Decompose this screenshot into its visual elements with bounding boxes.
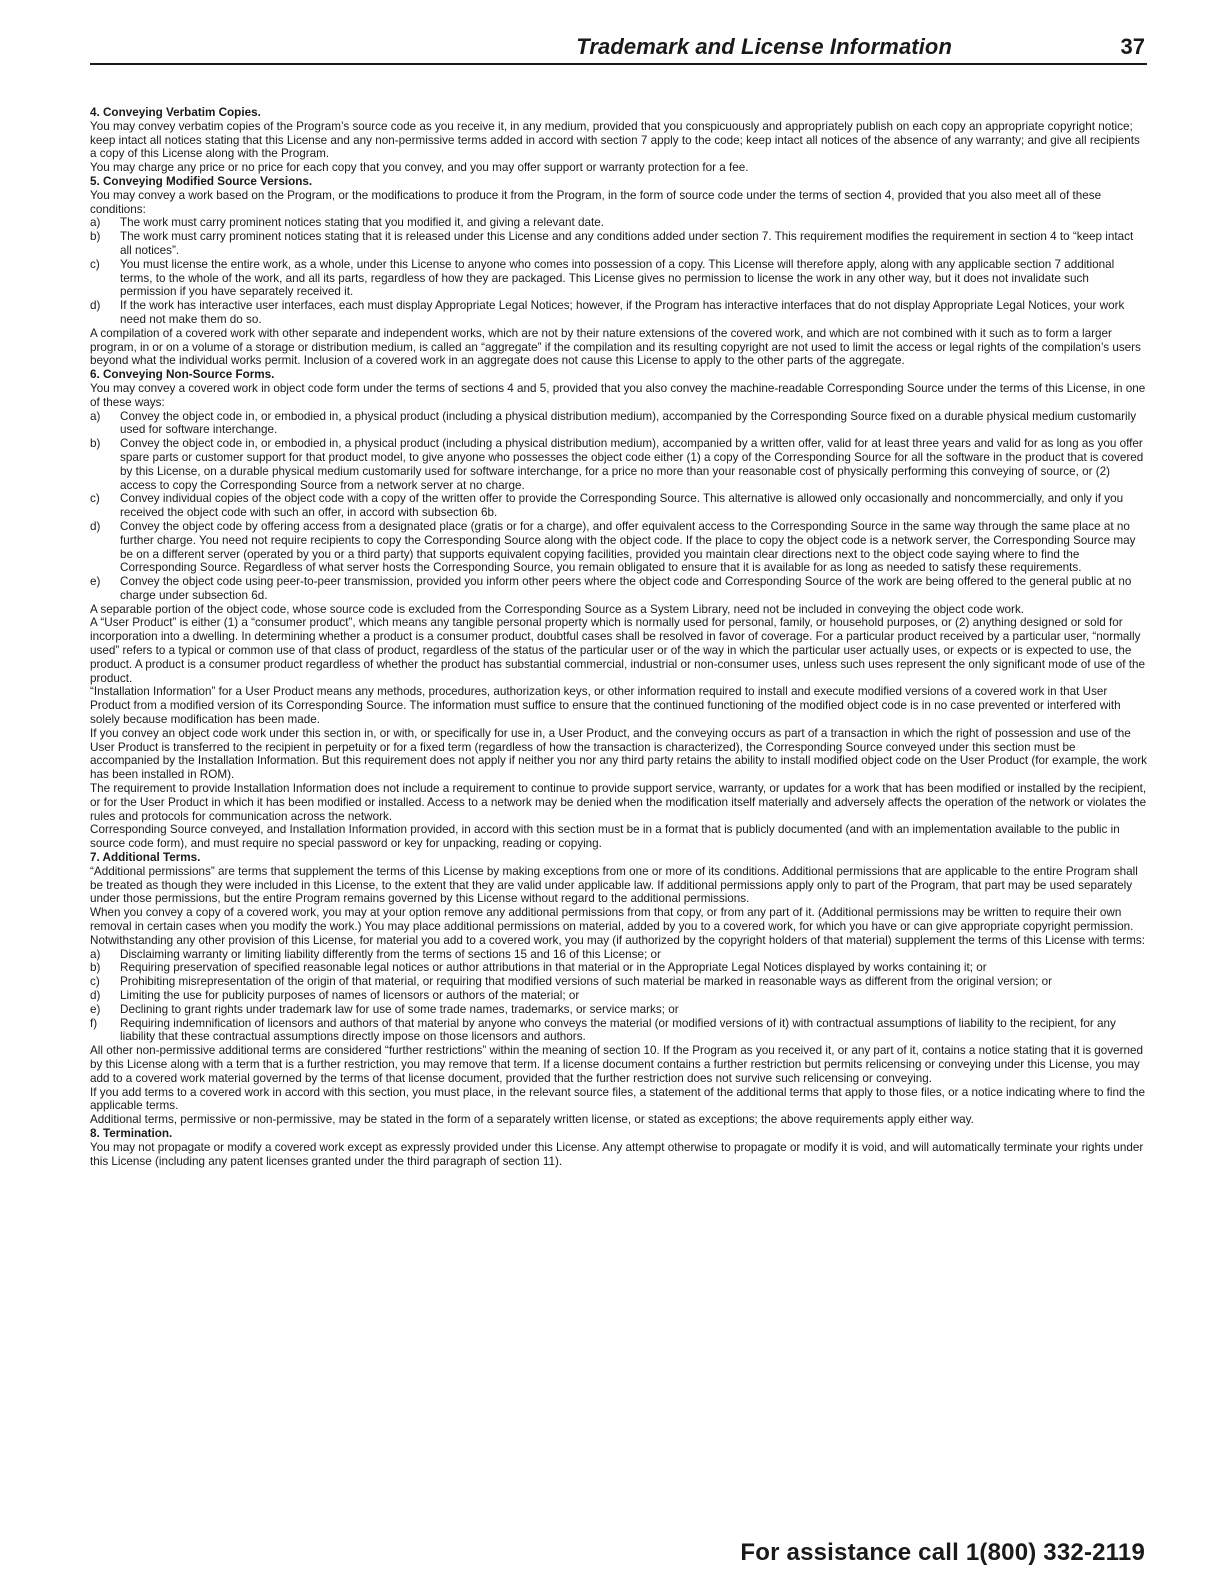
list-item-label: c) [90, 975, 100, 989]
list-item [90, 492, 1148, 520]
section-heading: 6. Conveying Non-Source Forms. [90, 368, 275, 382]
paragraph: A compilation of a covered work with other separate and independent works, which are not by their nature extensions of the covered work, and which are not combined with it such as to form a larger program, in or on a volume of a storage or distribution medium, is called an “aggregate” if the compilation and its resulting copyright are not used to limit the access or legal rights of the compilation’s users beyond what the individual works permit. Inclusion of a covered work in an aggregate does not cause this License to apply to the other parts of the aggregate. [90, 326, 1141, 368]
list-item [90, 520, 1148, 575]
paragraph: A “User Product” is either (1) a “consumer product”, which means any tangible personal property which is normally used for personal, family, or household purposes, or (2) anything designed or sold for incorporation into a dwelling. In determining whether a product is a consumer product, doubtful cases shall be resolved in favor of coverage. For a particular product received by a particular user, “normally used” refers to a typical or common use of that class of product, regardless of the status of the particular user or of the way in which the particular user actually uses, or expects or is expected to use, the product. A product is a consumer product regardless of whether the product has substantial commercial, industrial or non-consumer uses, unless such uses represent the only significant mode of use of the product. [90, 616, 1146, 685]
paragraph: You may convey a covered work in object code form under the terms of sections 4 and 5, provided that you also convey the machine-readable Corresponding Source under the terms of this License, in one of these ways: [90, 381, 1146, 409]
list-item [90, 437, 1148, 492]
list-item [90, 948, 1148, 962]
paragraph: You may not propagate or modify a covered work except as expressly provided under this License. Any attempt otherwise to propagate or modify it is void, and will automatically terminate your rights under this License (including any patent licenses granted under the third paragraph of section 11). [90, 1140, 1144, 1168]
list-item-label: d) [90, 989, 101, 1002]
list-item-text: Convey individual copies of the object code with a copy of the written offer to provide the Corresponding Source. This alternative is allowed only occasionally and noncommercially, and only if you received the object code with such an offer, in accord with subsection 6b. [120, 492, 1124, 520]
paragraph: You may convey a work based on the Program, or the modifications to produce it from the Program, in the form of source code under the terms of section 4, provided that you also meet all of these conditions: [90, 188, 1102, 216]
list-item-label: e) [90, 575, 101, 589]
list-item-label: d) [90, 519, 101, 533]
list-item-label: a) [90, 947, 101, 961]
list-item [90, 989, 1148, 1003]
page-header [90, 33, 1147, 65]
list-item-label: b) [90, 437, 101, 451]
list-item-text: Requiring indemnification of licensors and authors of that material by anyone who conveys the material (or modified versions of it) with contractual assumptions of liability to the recipient, for any liability that these contractual assumptions directly impose on those licensors and authors. [120, 1016, 1116, 1044]
list-item [90, 410, 1148, 438]
list-item [90, 961, 1148, 975]
list-item-text: You must license the entire work, as a whole, under this License to anyone who comes into possession of a copy. This License will therefore apply, along with any applicable section 7 additional terms, to the whole of the work, and all its parts, regardless of how they are packaged. This License gives no permission to license the work in any other way, but it does not invalidate such permission if you have separately received it. [120, 257, 1115, 299]
list-item [90, 575, 1148, 603]
paragraph: You may charge any price or no price for each copy that you convey, and you may offer support or warranty protection for a fee. [90, 161, 749, 175]
paragraph: Corresponding Source conveyed, and Installation Information provided, in accord with this section must be in a format that is publicly documented (and with an implementation available to the public in source code form), and must require no special password or key for unpacking, reading or copying. [90, 823, 1120, 851]
list-item-text: Declining to grant rights under trademark law for use of some trade names, trademarks, or service marks; or [120, 1002, 679, 1016]
header-title: Trademark and License Information [576, 34, 952, 59]
list-item-label: a) [90, 409, 101, 423]
paragraph: If you add terms to a covered work in accord with this section, you must place, in the relevant source files, a statement of the additional terms that apply to those files, or a notice indicating where to find the applicable terms. [90, 1085, 1146, 1113]
list-item-text: Requiring preservation of specified reasonable legal notices or author attributions in that material or in the Appropriate Legal Notices displayed by works containing it; or [120, 961, 987, 975]
list-item [90, 1017, 1148, 1045]
list-item-text: Limiting the use for publicity purposes of names of licensors or authors of the material; or [120, 989, 580, 1002]
list-item-text: Convey the object code using peer-to-peer transmission, provided you inform other peers where the object code and Corresponding Source of the work are being offered to the general public at no charge under subsection 6d. [120, 575, 1132, 602]
paragraph: Notwithstanding any other provision of this License, for material you add to a covered work, you may (if authorized by the copyright holders of that material) supplement the terms of this License with terms: [90, 933, 1145, 947]
list-item-label: e) [90, 1002, 101, 1016]
list-item [90, 299, 1148, 327]
paragraph: You may convey verbatim copies of the Program’s source code as you receive it, in any medium, provided that you conspicuously and appropriately publish on each copy an appropriate copyright notice; keep intact all notices stating that this License and any non-permissive terms added in accord with section 7 apply to the code; keep intact all notices of the absence of any warranty; and give all recipients a copy of this License along with the Program. [90, 119, 1140, 161]
list-item-text: The work must carry prominent notices stating that it is released under this License and any conditions added under section 7. This requirement modifies the requirement in section 4 to “keep intact all notices”. [120, 230, 1134, 257]
list-item-text: Disclaiming warranty or limiting liability differently from the terms of sections 15 and 16 of this License; or [120, 947, 661, 961]
paragraph: Additional terms, permissive or non-permissive, may be stated in the form of a separately written license, or stated as exceptions; the above requirements apply either way. [90, 1113, 974, 1127]
section-heading: 8. Termination. [90, 1126, 173, 1140]
paragraph: “Additional permissions” are terms that supplement the terms of this License by making exceptions from one or more of its conditions. Additional permissions that are applicable to the entire Program shall be treated as though they were included in this License, to the extent that they are valid under applicable law. If additional permissions apply only to part of the Program, that part may be used separately under those permissions, but the entire Program remains governed by this License without regard to the additional permissions. [90, 864, 1138, 906]
paragraph: If you convey an object code work under this section in, or with, or specifically for use in, a User Product, and the conveying occurs as part of a transaction in which the right of possession and use of the User Product is transferred to the recipient in perpetuity or for a fixed term (regardless of how the transaction is characterized), the Corresponding Source conveyed under this section must be accompanied by the Installation Information. But this requirement does not apply if neither you nor any third party retains the ability to install modified object code on the User Product (for example, the work has been installed in ROM). [90, 726, 1147, 782]
list-item [90, 230, 1148, 258]
list-item-label: f) [90, 1016, 98, 1030]
list-item-text: If the work has interactive user interfaces, each must display Appropriate Legal Notices; however, if the Program has interactive interfaces that do not display Appropriate Legal Notices, your work need not make them do so. [120, 299, 1125, 326]
list-item-label: b) [90, 961, 101, 975]
list-item-label: c) [90, 257, 100, 271]
list-item [90, 216, 1148, 230]
list-item [90, 975, 1148, 989]
list-item-text: Convey the object code in, or embodied in, a physical product (including a physical distribution medium), accompanied by a written offer, valid for at least three years and valid for as long as you offer spare parts or customer support for that product model, to give anyone who possesses the object code either (1) a copy of the Corresponding Source for all the software in the product that is covered by this License, on a durable physical medium customarily used for software interchange, for a price no more than your reasonable cost of physically performing this conveying of source, or (2) access to copy the Corresponding Source from a network server at no charge. [120, 437, 1144, 492]
list-item-label: c) [90, 492, 100, 506]
paragraph: When you convey a copy of a covered work, you may at your option remove any additional permissions from that copy, or from any part of it. (Additional permissions may be written to require their own removal in certain cases when you modify the work.) You may place additional permissions on material, added by you to a covered work, for which you have or can give appropriate copyright permission. [90, 906, 1134, 934]
assistance-footer: For assistance call 1(800) 332-2119 [740, 1539, 1145, 1566]
section-heading: 5. Conveying Modified Source Versions. [90, 174, 313, 188]
list-item-text: Prohibiting misrepresentation of the origin of that material, or requiring that modified versions of such material be marked in reasonable ways as different from the original version; or [120, 975, 1053, 989]
section-heading: 7. Additional Terms. [90, 851, 201, 865]
list-item-text: Convey the object code by offering access from a designated place (gratis or for a charge), and offer equivalent access to the Corresponding Source in the same way through the same place at no further charge. You need not require recipients to copy the Corresponding Source along with the object code. If the place to copy the object code is a network server, the Corresponding Source may be on a different server (operated by you or a third party) that supports equivalent copying facilities, provided you maintain clear directions next to the object code saying where to find the Corresponding Source. Regardless of what server hosts the Corresponding Source, you remain obligated to ensure that it is available for as long as needed to satisfy these requirements. [120, 519, 1136, 575]
page-number: 37 [1120, 34, 1145, 59]
section-heading: 4. Conveying Verbatim Copies. [90, 106, 261, 119]
paragraph: “Installation Information” for a User Product means any methods, procedures, authorization keys, or other information required to install and execute modified versions of a covered work in that User Product from a modified version of its Corresponding Source. The information must suffice to ensure that the continued functioning of the modified object code is in no case prevented or interfered with solely because modification has been made. [90, 685, 1121, 727]
list-item-text: Convey the object code in, or embodied in, a physical product (including a physical distribution medium), accompanied by the Corresponding Source fixed on a durable physical medium customarily used for software interchange. [120, 409, 1137, 437]
document-body [90, 106, 1148, 1168]
list-item-label: b) [90, 230, 101, 244]
list-item-label: a) [90, 216, 101, 230]
list-item [90, 1003, 1148, 1017]
list-item-text: The work must carry prominent notices stating that you modified it, and giving a relevant date. [120, 216, 604, 230]
list-item [90, 258, 1148, 299]
paragraph: A separable portion of the object code, whose source code is excluded from the Corresponding Source as a System Library, need not be included in conveying the object code work. [90, 602, 1025, 616]
list-item-label: d) [90, 299, 101, 313]
paragraph: The requirement to provide Installation Information does not include a requirement to continue to provide support service, warranty, or updates for a work that has been modified or installed by the recipient, or for the User Product in which it has been modified or installed. Access to a network may be denied when the modification itself materially and adversely affects the operation of the network or violates the rules and protocols for communication across the network. [90, 782, 1147, 823]
paragraph: All other non-permissive additional terms are considered “further restrictions” within the meaning of section 10. If the Program as you received it, or any part of it, contains a notice stating that it is governed by this License along with a term that is a further restriction, you may remove that term. If a license document contains a further restriction but permits relicensing or conveying under this License, you may add to a covered work material governed by the terms of that license document, provided that the further restriction does not survive such relicensing or conveying. [90, 1044, 1144, 1085]
